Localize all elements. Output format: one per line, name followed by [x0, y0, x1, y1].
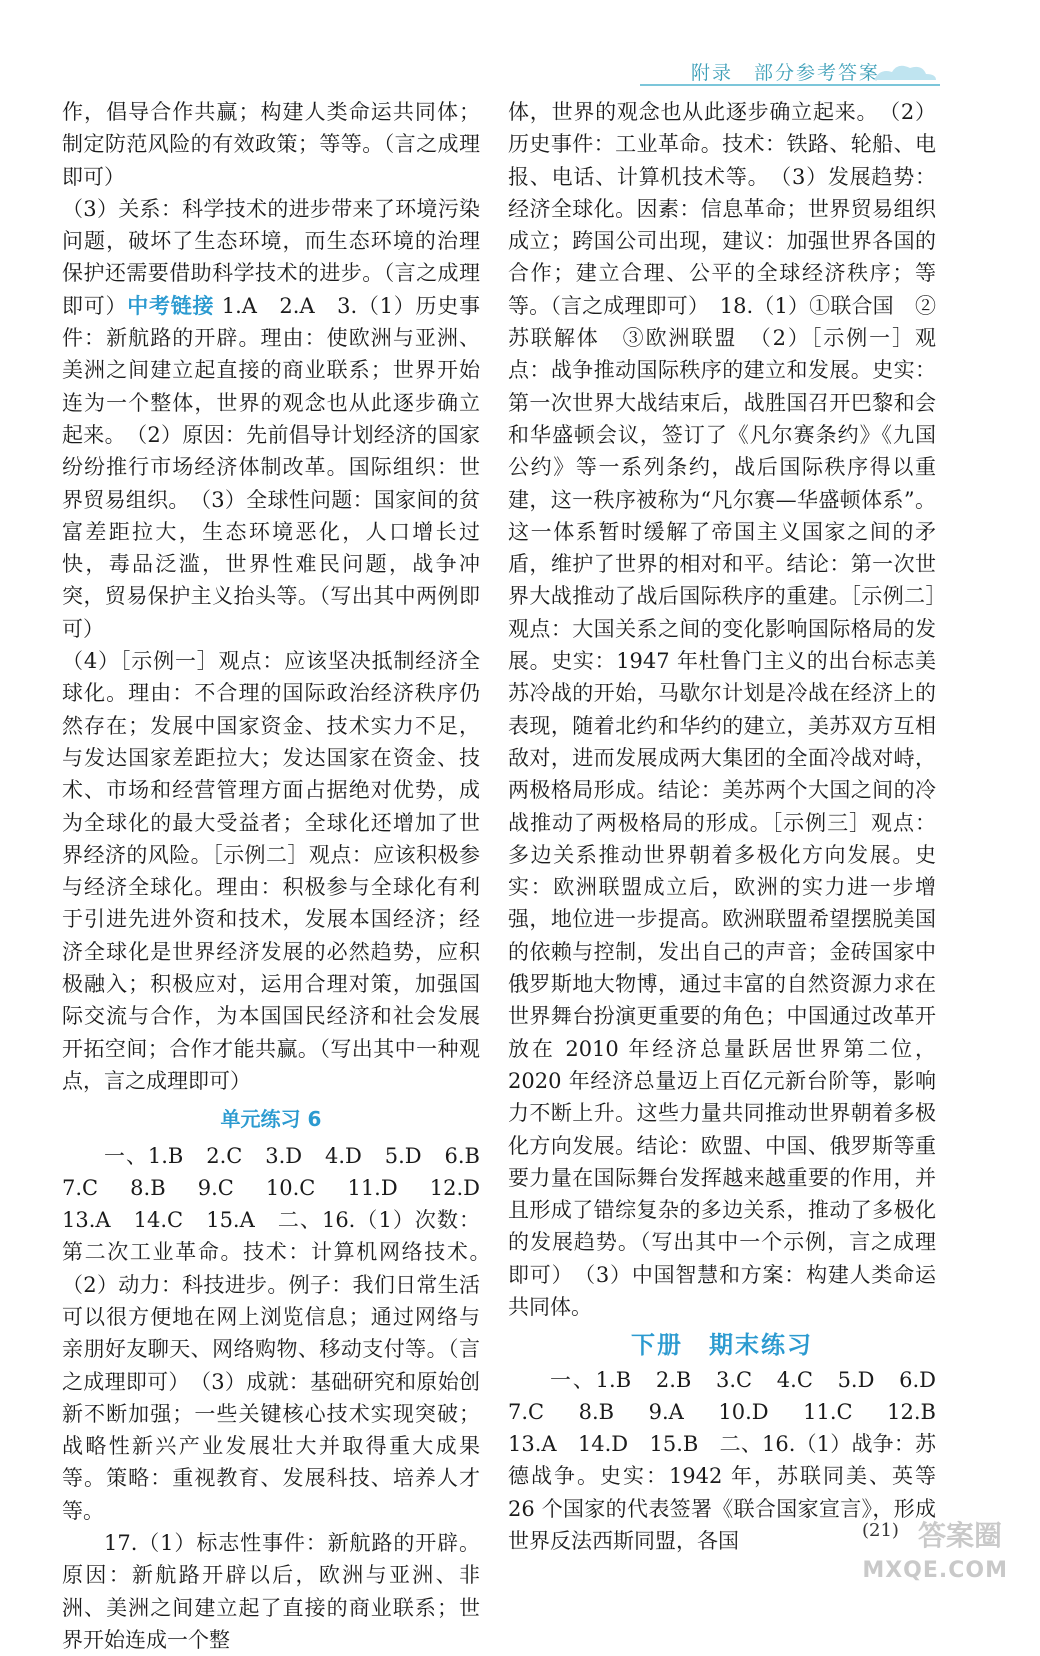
section-title: 下册 期末练习	[631, 1331, 813, 1360]
answer-paragraph: （4）［示例一］观点：应该坚决抵制经济全球化。理由：不合理的国际政治经济秩序仍然存在；发展中国家资金、技术实力不足，与发达国家差距拉大；发达国家在资金、技术、市场和经营管理方面占据绝对优势，成为全球化的最大受益者；全球化还增加了世界经济的风险。［示例二］观点：应该积极参与经济全球化。理由：积极参与全球化有利于引进先进外资和技术，发展本国经济；经济全球化是世界经济发展的必然趋势，应积极融入；积极应对，运用合理对策，加强国际交流与合作，为本国国民经济和社会发展开拓空间；合作才能共赢。（写出其中一种观点，言之成理即可）	[62, 649, 480, 1093]
section-link-label: 中考链接	[127, 292, 215, 318]
answer-paragraph: 体，世界的观念也从此逐步确立起来。 （2）历史事件：工业革命。技术：铁路、轮船、电报、电话、计算机技术等。 （3）发展趋势：经济全球化。因素：信息革命；世界贸易组织成立；跨国公司出现，建议：加强世界各国的合作；建立合理、公平的全球经济秩序；等等。（言之成理即可） 18.（1）①联合国 ②苏联解体 ③欧洲联盟 （2）［示例一］观点：战争推动国际秩序的建立和发展。史实：第一次世界大战结束后，战胜国召开巴黎和会和华盛顿会议，签订了《凡尔赛条约》《九国公约》等一系列条约，战后国际秩序得以重建，这一秩序被称为“凡尔赛—华盛顿体系”。这一体系暂时缓解了帝国主义国家之间的矛盾，维护了世界的相对和平。结论：第一次世界大战推动了战后国际秩序的重建。［示例二］观点：大国关系之间的变化影响国际格局的发展。史实：1947 年杜鲁门主义的出台标志美苏冷战的开始，马歇尔计划是冷战在经济上的表现，随着北约和华约的建立，美苏双方互相敌对，进而发展成两大集团的全面冷战对峙，两极格局形成。结论：美苏两个大国之间的冷战推动了两极格局的形成。［示例三］观点：多边关系推动世界朝着多极化方向发展。史实：欧洲联盟成立后，欧洲的实力进一步增强，地位进一步提高。欧洲联盟希望摆脱美国的依赖与控制，发出自己的声音；金砖国家中俄罗斯地大物博，通过丰富的自然资源力求在世界舞台扮演更重要的角色；中国通过改革开放在 2010 年经济总量跃居世界第二位，2020 年经济总量迈上百亿元新台阶等，影响力不断上升。这些力量共同推动世界朝着多极化方向发展。结论：欧盟、中国、俄罗斯等重要力量在国际舞台发挥越来越重要的作用，并且形成了错综复杂的多边关系，推动了多极化的发展趋势。（写出其中一个示例，言之成理即可） （3）中国智慧和方案：构建人类命运共同体。	[508, 100, 936, 1319]
watermark-logo: 答案圈	[917, 1519, 1002, 1552]
page-number: (21)	[862, 1520, 899, 1541]
section-title: 单元练习 6	[220, 1107, 322, 1132]
answer-text: （3）关系：科学技术的进步带来了环境污染问题，破坏了生态环境，而生态环境的治理保护还需要借助科学技术的进步。（言之成理即可）	[62, 196, 480, 318]
answer-paragraph: 一、1.B 2.B 3.C 4.C 5.D 6.D 7.C 8.B 9.A 10.D 11.C 12.B 13.A 14.D 15.B 二、16.（1）战争：苏德战争。史实：1942 年，苏联同美、英等 26 个国家的代表签署《联合国家宣言》，形成世界反法西斯同盟，各国	[508, 1367, 957, 1554]
watermark	[860, 1510, 1020, 1590]
header-title: 附录 部分参考答案	[690, 62, 880, 84]
cloud-icon	[870, 58, 940, 84]
answer-paragraph: 一、1.B 2.C 3.D 4.D 5.D 6.B 7.C 8.B 9.C 10.C 11.D 12.D 13.A 14.C 15.A 二、16.（1）次数：第二次工业革命。技术：计算机网络技术。 （2）动力：科技进步。例子：我们日常生活可以很方便地在网上浏览信息；通过网络与亲朋好友聊天、网络购物、移动支付等。（言之成理即可） （3）成就：基础研究和原始创新不断加强；一些关键核心技术实现突破；战略性新兴产业发展壮大并取得重大成果等。策略：重视教育、发展科技、培养人才等。	[62, 1143, 501, 1523]
answer-paragraph: 作，倡导合作共赢；构建人类命运共同体；制定防范风险的有效政策；等等。（言之成理即可）	[62, 100, 480, 189]
right-column	[508, 96, 957, 1557]
answer-paragraph	[62, 193, 480, 645]
answer-paragraph: 17.（1）标志性事件：新航路的开辟。原因：新航路开辟以后，欧洲与亚洲、非洲、美洲之间建立起了直接的商业联系；世界开始连成一个整	[62, 1531, 480, 1652]
page-header	[0, 0, 1040, 90]
left-column	[62, 96, 501, 1656]
watermark-url: MXQE.COM	[862, 1558, 1008, 1583]
header-rule	[640, 84, 940, 86]
answer-text: 1.A 2.A 3.（1）历史事件：新航路的开辟。理由：使欧洲与亚洲、美洲之间建立起直接的商业联系；世界开始连为一个整体，世界的观念也从此逐步确立起来。 （2）原因：先前倡导计划经济的国家纷纷推行市场经济体制改革。国际组织：世界贸易组织。 （3）全球性问题：国家间的贫富差距拉大，生态环境恶化，人口增长过快，毒品泛滥，世界性难民问题，战争冲突，贸易保护主义抬头等。（写出其中两例即可）	[62, 293, 481, 641]
